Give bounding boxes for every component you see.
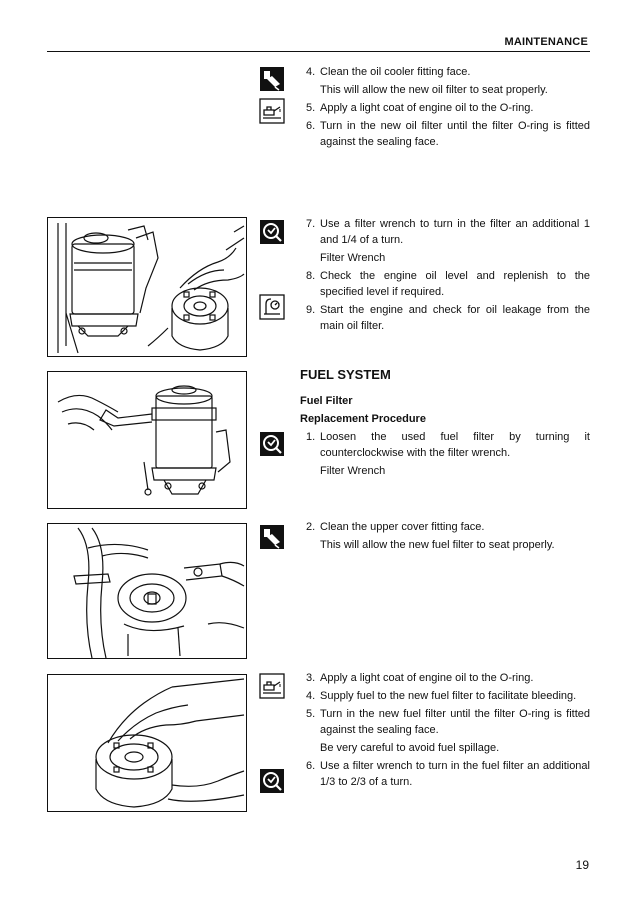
special-tool-icon (259, 768, 285, 794)
step-item: 4. Supply fuel to the new fuel filter to facilitate bleeding. (306, 690, 577, 702)
tool-name: Filter Wrench (320, 465, 386, 477)
fuel-filter-step-2 (300, 519, 590, 553)
step-note: This will allow the new oil filter to seat properly. (320, 84, 548, 96)
fuel-system-section (300, 367, 590, 479)
section-title: FUEL SYSTEM (300, 367, 391, 382)
figure-fuel-filter-head (47, 523, 247, 659)
step-item: 5. Turn in the new fuel filter until the filter O-ring is fitted against the sealing face. (306, 708, 590, 736)
step-note: Be very careful to avoid fuel spillage. (320, 742, 500, 754)
special-tool-icon (259, 431, 285, 457)
step-item: 1. Loosen the used fuel filter by turning it counterclockwise with the filter wrench. (306, 431, 590, 459)
step-item: 2. Clean the upper cover fitting face. (306, 521, 485, 533)
subsection-title: Fuel Filter (300, 395, 353, 407)
step-item: 5. Apply a light coat of engine oil to the O-ring. (306, 102, 534, 114)
fuel-filter-steps-c (300, 670, 590, 790)
cleaning-brush-icon (259, 524, 285, 550)
step-item: 4. Clean the oil cooler fitting face. (306, 66, 471, 78)
figure-fuel-filter-loosen (47, 371, 247, 509)
oil-filter-steps-b (300, 216, 590, 334)
header-rule (47, 51, 590, 52)
step-item: 7. Use a filter wrench to turn in the filter an additional 1 and 1/4 of a turn. (306, 218, 590, 246)
step-note: This will allow the new fuel filter to seat properly. (320, 539, 555, 551)
step-item: 3. Apply a light coat of engine oil to the O-ring. (306, 672, 534, 684)
page-number: 19 (575, 858, 589, 872)
special-tool-icon (259, 219, 285, 245)
oil-filter-steps-a (300, 64, 590, 150)
figure-oil-filter-install (47, 217, 247, 357)
step-item: 6. Turn in the new oil filter until the filter O-ring is fitted against the sealing face. (306, 120, 590, 148)
tool-name: Filter Wrench (320, 252, 386, 264)
procedure-title: Replacement Procedure (300, 413, 426, 425)
step-item: 9. Start the engine and check for oil leakage from the main oil filter. (306, 304, 590, 332)
step-item: 8. Check the engine oil level and replenish to the specified level if required. (306, 270, 590, 298)
inspection-gauge-icon (259, 294, 285, 320)
oil-can-icon (259, 673, 285, 699)
step-item: 6. Use a filter wrench to turn in the fuel filter an additional 1/3 to 2/3 of a turn. (306, 760, 590, 788)
section-header: MAINTENANCE (504, 36, 588, 48)
cleaning-brush-icon (259, 66, 285, 92)
oil-can-icon (259, 98, 285, 124)
figure-fuel-filter-install (47, 674, 247, 812)
